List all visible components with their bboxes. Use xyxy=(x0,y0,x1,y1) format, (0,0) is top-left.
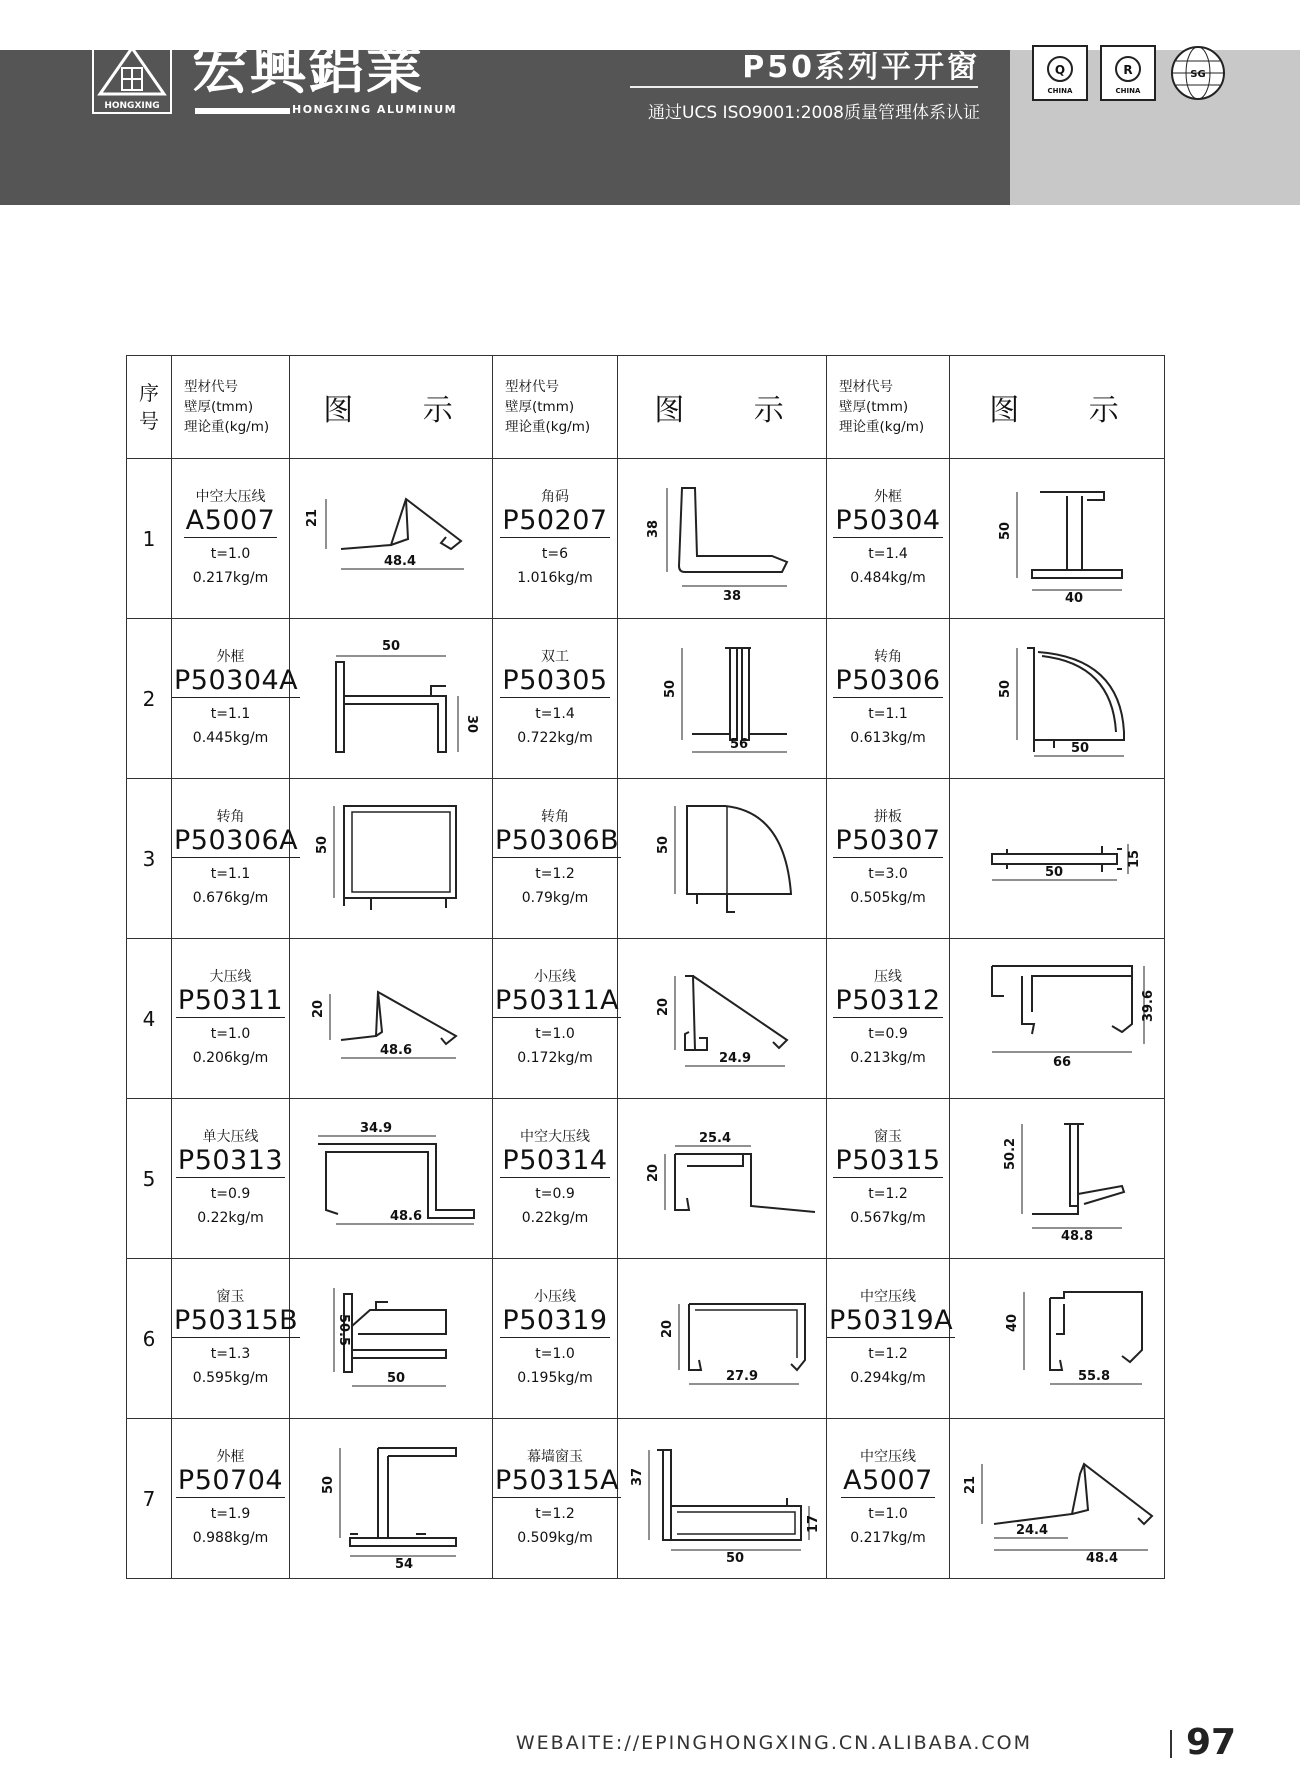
product-weight: 0.22kg/m xyxy=(197,1209,264,1226)
product-info xyxy=(493,779,618,939)
product-info xyxy=(493,1099,618,1259)
code-header-line: 理论重(kg/m) xyxy=(505,419,591,435)
profile-svg xyxy=(627,1274,817,1404)
product-weight: 0.206kg/m xyxy=(192,1049,269,1066)
product-name: 中空大压线 xyxy=(520,1128,590,1145)
profile-svg xyxy=(296,1434,486,1572)
cert-q-icon xyxy=(1032,45,1088,101)
profile-drawing xyxy=(950,779,1165,939)
cert-r-icon xyxy=(1100,45,1156,101)
product-weight: 0.567kg/m xyxy=(850,1209,926,1226)
dim-label: 50.2 xyxy=(1003,1137,1018,1170)
product-thickness: t=1.2 xyxy=(535,865,575,882)
product-weight: 0.676kg/m xyxy=(192,889,269,906)
product-info xyxy=(493,939,618,1099)
dim-label: 50.5 xyxy=(336,1313,351,1346)
brand-logo-icon xyxy=(92,42,172,114)
product-thickness: t=0.9 xyxy=(535,1185,575,1202)
product-code: P50313 xyxy=(177,1144,284,1176)
code-header xyxy=(493,356,618,459)
product-code: P50307 xyxy=(835,824,941,856)
profile-drawing xyxy=(290,779,493,939)
footer-divider xyxy=(1170,1730,1172,1758)
row-seq: 5 xyxy=(127,1099,172,1259)
row-seq: 6 xyxy=(127,1259,172,1419)
certification-text: 通过UCS ISO9001:2008质量管理体系认证 xyxy=(648,103,980,123)
profile-svg xyxy=(296,634,486,764)
page-number: 97 xyxy=(1186,1722,1237,1763)
dim-label: 48.4 xyxy=(1085,1550,1119,1566)
svg-text:R: R xyxy=(1123,63,1133,77)
cert-badge-2-label: CHINA xyxy=(1115,87,1141,95)
dim-label: 37 xyxy=(630,1467,645,1486)
profile-drawing xyxy=(618,1259,827,1419)
figure-header: 图 示 xyxy=(950,356,1165,459)
product-thickness: t=1.4 xyxy=(535,705,575,722)
product-info xyxy=(493,1419,618,1579)
product-name: 窗玉 xyxy=(874,1128,902,1145)
product-weight: 0.294kg/m xyxy=(850,1369,926,1386)
product-thickness: t=1.0 xyxy=(210,1025,251,1042)
dim-label: 40 xyxy=(1005,1313,1020,1332)
dim-label: 21 xyxy=(305,508,320,527)
product-weight: 0.213kg/m xyxy=(850,1049,926,1066)
product-info xyxy=(827,1419,950,1579)
dim-label: 50 xyxy=(315,835,330,854)
profile-svg xyxy=(627,1434,821,1566)
table-row xyxy=(127,939,1165,1099)
dim-label: 21 xyxy=(963,1475,978,1494)
dim-label: 50 xyxy=(663,679,678,698)
dim-label: 38 xyxy=(646,519,661,538)
row-seq: 7 xyxy=(127,1419,172,1579)
table-header-row xyxy=(127,356,1165,459)
product-thickness: t=1.2 xyxy=(535,1505,575,1522)
product-weight: 0.484kg/m xyxy=(850,569,926,586)
profile-drawing xyxy=(618,1099,827,1259)
dim-label: 15 xyxy=(1127,849,1142,868)
figure-header: 图 示 xyxy=(618,356,827,459)
product-name: 双工 xyxy=(541,648,569,665)
profile-drawing xyxy=(618,939,827,1099)
product-name: 小压线 xyxy=(534,1288,576,1305)
product-thickness: t=1.2 xyxy=(868,1185,908,1202)
profile-svg xyxy=(627,634,817,764)
dim-label: 50 xyxy=(321,1475,336,1494)
product-name: 转角 xyxy=(874,648,902,665)
profile-drawing xyxy=(950,1259,1165,1419)
dim-label: 55.8 xyxy=(1077,1368,1111,1384)
product-thickness: t=1.1 xyxy=(210,705,251,722)
product-name: 窗玉 xyxy=(216,1288,245,1305)
profile-drawing xyxy=(618,619,827,779)
product-name: 外框 xyxy=(216,1448,245,1465)
product-thickness: t=1.2 xyxy=(868,1345,908,1362)
row-seq: 2 xyxy=(127,619,172,779)
product-code: P50319A xyxy=(829,1304,954,1336)
footer-website: WEBAITE://EPINGHONGXING.CN.ALIBABA.COM xyxy=(515,1732,1032,1754)
product-code: P50304 xyxy=(835,504,941,536)
profile-drawing xyxy=(618,779,827,939)
profile-svg xyxy=(296,1114,486,1244)
dim-label: 20 xyxy=(311,999,326,1018)
product-name: 中空压线 xyxy=(860,1448,916,1465)
profile-drawing xyxy=(950,459,1165,619)
product-name: 中空压线 xyxy=(860,1288,916,1305)
profile-drawing xyxy=(618,459,827,619)
product-weight: 0.509kg/m xyxy=(517,1529,593,1546)
product-code: A5007 xyxy=(185,504,276,536)
product-code: P50315 xyxy=(835,1144,941,1176)
product-thickness: t=3.0 xyxy=(868,865,908,882)
code-header-line: 理论重(kg/m) xyxy=(184,419,270,435)
dim-label: 50 xyxy=(381,638,401,654)
product-thickness: t=1.4 xyxy=(868,545,908,562)
product-thickness: t=1.1 xyxy=(868,705,908,722)
product-code: P50314 xyxy=(502,1144,608,1176)
product-info xyxy=(172,1419,290,1579)
product-name: 小压线 xyxy=(534,968,576,985)
dim-label: 66 xyxy=(1052,1054,1072,1070)
profile-svg xyxy=(962,1114,1152,1244)
cert-globe-icon xyxy=(1170,45,1226,101)
product-name: 中空大压线 xyxy=(195,488,266,505)
profile-drawing xyxy=(290,1099,493,1259)
product-thickness: t=1.3 xyxy=(210,1345,251,1362)
dim-label: 17 xyxy=(806,1514,821,1533)
product-name: 转角 xyxy=(216,808,245,825)
product-name: 外框 xyxy=(216,648,245,665)
dim-label: 50 xyxy=(998,521,1013,540)
code-header-line: 壁厚(tmm) xyxy=(505,399,575,415)
product-code: P50305 xyxy=(502,664,608,696)
product-code: P50306 xyxy=(835,664,941,696)
dim-label: 40 xyxy=(1064,590,1084,606)
product-info xyxy=(827,1099,950,1259)
dim-label: 50 xyxy=(1044,864,1064,880)
product-name: 拼板 xyxy=(874,808,902,825)
dim-label: 39.6 xyxy=(1141,989,1156,1022)
series-title: P50系列平开窗 xyxy=(742,50,980,85)
profile-svg xyxy=(627,794,817,924)
table-row xyxy=(127,459,1165,619)
dim-label: 27.9 xyxy=(725,1368,759,1384)
product-info xyxy=(172,1099,290,1259)
profile-drawing xyxy=(290,459,493,619)
product-weight: 0.217kg/m xyxy=(192,569,269,586)
header-divider xyxy=(630,86,978,88)
table-row xyxy=(127,1099,1165,1259)
dim-label: 20 xyxy=(656,997,671,1016)
profile-drawing xyxy=(950,939,1165,1099)
dim-label: 48.4 xyxy=(383,553,417,569)
seq-header-text: 序号 xyxy=(139,381,159,433)
profile-svg xyxy=(296,1274,486,1404)
profile-svg xyxy=(627,954,817,1084)
profile-svg xyxy=(296,794,486,924)
profile-drawing xyxy=(950,619,1165,779)
dim-label: 34.9 xyxy=(359,1120,393,1136)
dim-label: 24.9 xyxy=(718,1050,752,1066)
product-info xyxy=(172,779,299,939)
product-weight: 0.217kg/m xyxy=(850,1529,926,1546)
profile-svg xyxy=(962,634,1152,764)
product-info xyxy=(827,459,950,619)
product-weight: 0.505kg/m xyxy=(850,889,926,906)
profile-svg xyxy=(627,474,817,604)
product-code: P50306B xyxy=(495,824,620,856)
product-weight: 0.445kg/m xyxy=(192,729,269,746)
product-code: P50311A xyxy=(495,984,620,1016)
product-info xyxy=(493,1259,618,1419)
product-info xyxy=(172,1259,299,1419)
code-header-line: 理论重(kg/m) xyxy=(839,419,925,435)
dim-label: 20 xyxy=(660,1319,675,1338)
dim-label: 50 xyxy=(656,835,671,854)
product-thickness: t=1.0 xyxy=(210,545,251,562)
product-weight: 0.613kg/m xyxy=(850,729,926,746)
code-header-line: 型材代号 xyxy=(505,379,559,395)
product-info xyxy=(827,779,950,939)
dim-label: 24.4 xyxy=(1015,1522,1049,1538)
product-info xyxy=(172,459,290,619)
profile-drawing xyxy=(290,1259,493,1419)
profile-svg xyxy=(627,1114,817,1244)
dim-label: 50 xyxy=(386,1370,406,1386)
product-weight: 0.595kg/m xyxy=(192,1369,269,1386)
dim-label: 30 xyxy=(464,714,479,733)
row-seq: 4 xyxy=(127,939,172,1099)
row-seq: 3 xyxy=(127,779,172,939)
cert-badge-1-label: CHINA xyxy=(1047,87,1073,95)
product-weight: 0.22kg/m xyxy=(521,1209,589,1226)
product-thickness: t=1.1 xyxy=(210,865,251,882)
profile-drawing xyxy=(618,1419,827,1579)
table-row xyxy=(127,1259,1165,1419)
code-header-line: 壁厚(tmm) xyxy=(839,399,909,415)
product-name: 幕墙窗玉 xyxy=(527,1448,583,1465)
profile-svg xyxy=(296,479,486,599)
profile-svg xyxy=(962,794,1152,924)
product-thickness: t=1.0 xyxy=(868,1505,908,1522)
dim-label: 50 xyxy=(1070,740,1090,756)
product-name: 角码 xyxy=(541,488,569,505)
product-weight: 0.195kg/m xyxy=(517,1369,593,1386)
brand-divider xyxy=(195,108,290,114)
product-code: P50312 xyxy=(835,984,941,1016)
product-name: 大压线 xyxy=(209,968,252,985)
profile-svg xyxy=(962,954,1156,1084)
code-header-line: 壁厚(tmm) xyxy=(184,399,254,415)
profile-drawing xyxy=(950,1419,1165,1579)
product-info xyxy=(827,619,950,779)
dim-label: 38 xyxy=(722,588,742,604)
dim-label: 20 xyxy=(646,1163,661,1182)
product-weight: 0.79kg/m xyxy=(521,889,589,906)
product-name: 单大压线 xyxy=(202,1128,259,1145)
product-info xyxy=(172,619,299,779)
product-thickness: t=0.9 xyxy=(868,1025,908,1042)
dim-label: 50 xyxy=(725,1550,745,1566)
product-thickness: t=1.0 xyxy=(535,1025,575,1042)
product-name: 压线 xyxy=(874,968,902,985)
product-name: 转角 xyxy=(541,808,569,825)
brand-name-cn: 宏興鋁業 xyxy=(192,37,424,102)
profile-drawing xyxy=(290,619,493,779)
product-name: 外框 xyxy=(874,488,902,505)
profile-drawing xyxy=(950,1099,1165,1259)
product-code: P50315A xyxy=(495,1464,620,1496)
product-code: P50304A xyxy=(174,664,299,696)
product-code: P50315B xyxy=(174,1304,299,1336)
profile-svg xyxy=(296,954,486,1084)
product-info xyxy=(493,619,618,779)
product-thickness: t=0.9 xyxy=(210,1185,251,1202)
dim-label: 48.6 xyxy=(379,1042,413,1058)
product-info xyxy=(827,939,950,1099)
product-code: P50704 xyxy=(177,1464,284,1496)
code-header-line: 型材代号 xyxy=(184,379,238,395)
product-code: A5007 xyxy=(843,1464,933,1496)
profile-svg xyxy=(962,1434,1152,1564)
table-row xyxy=(127,619,1165,779)
logo-mark-text: HONGXING xyxy=(104,101,160,111)
profile-svg xyxy=(962,474,1152,604)
code-header xyxy=(172,356,290,459)
profile-drawing xyxy=(290,939,493,1099)
product-weight: 0.172kg/m xyxy=(517,1049,593,1066)
product-code: P50207 xyxy=(502,504,608,536)
dim-label: 50 xyxy=(998,679,1013,698)
seq-header xyxy=(127,356,172,459)
product-thickness: t=6 xyxy=(541,545,569,562)
product-thickness: t=1.0 xyxy=(535,1345,575,1362)
cert-badge-3-label: SG xyxy=(1190,69,1206,80)
product-info xyxy=(172,939,290,1099)
dim-label: 48.8 xyxy=(1060,1228,1094,1244)
dim-label: 54 xyxy=(394,1556,414,1572)
code-header-line: 型材代号 xyxy=(839,379,893,395)
product-table xyxy=(126,355,1165,1579)
product-thickness: t=1.9 xyxy=(210,1505,251,1522)
dim-label: 25.4 xyxy=(698,1130,732,1146)
product-weight: 0.722kg/m xyxy=(517,729,593,746)
product-code: P50319 xyxy=(502,1304,608,1336)
table-row xyxy=(127,779,1165,939)
product-info xyxy=(493,459,618,619)
dim-label: 56 xyxy=(729,736,749,752)
product-weight: 0.988kg/m xyxy=(192,1529,269,1546)
dim-label: 48.6 xyxy=(389,1208,423,1224)
profile-svg xyxy=(962,1274,1152,1404)
profile-drawing xyxy=(290,1419,493,1579)
row-seq: 1 xyxy=(127,459,172,619)
figure-header: 图 示 xyxy=(290,356,493,459)
product-weight: 1.016kg/m xyxy=(517,569,593,586)
brand-name-en: HONGXING ALUMINUM xyxy=(292,103,458,116)
svg-text:Q: Q xyxy=(1054,63,1066,77)
product-code: P50306A xyxy=(174,824,299,856)
product-code: P50311 xyxy=(177,984,284,1016)
product-info xyxy=(827,1259,954,1419)
code-header xyxy=(827,356,950,459)
table-row xyxy=(127,1419,1165,1579)
